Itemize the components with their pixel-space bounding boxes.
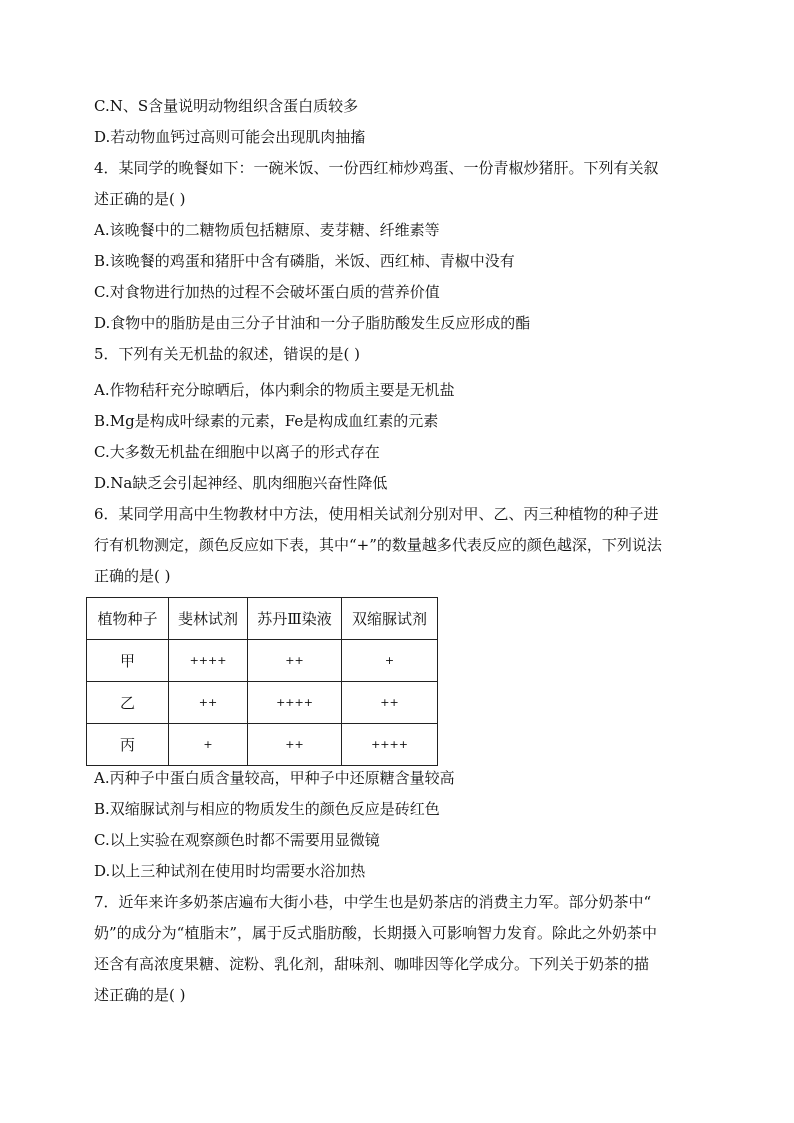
option-5a: A.作物秸秆充分晾晒后，体内剩余的物质主要是无机盐	[94, 381, 455, 399]
option-6c: C.以上实验在观察颜色时都不需要用显微镜	[94, 831, 380, 849]
table-cell: ++	[248, 724, 342, 766]
table-row	[87, 682, 438, 724]
question-6-line-2: 行有机物测定，颜色反应如下表，其中“+”的数量越多代表反应的颜色越深，下列说法	[94, 536, 662, 554]
option-4c: C.对食物进行加热的过程不会破坏蛋白质的营养价值	[94, 283, 440, 301]
table-cell: ++	[342, 682, 438, 724]
question-6-line-3: 正确的是( )	[94, 567, 171, 585]
table-header-cell: 斐林试剂	[169, 598, 248, 640]
option-5b: B.Mg是构成叶绿素的元素，Fe是构成血红素的元素	[94, 412, 439, 430]
table-header-cell: 植物种子	[87, 598, 169, 640]
reagent-table	[86, 597, 438, 766]
question-6-line-1: 6．某同学用高中生物教材中方法，使用相关试剂分别对甲、乙、丙三种植物的种子进	[94, 505, 659, 523]
table-cell: ++++	[342, 724, 438, 766]
table-row	[87, 640, 438, 682]
option-5c: C.大多数无机盐在细胞中以离子的形式存在	[94, 443, 380, 461]
table-cell: 甲	[87, 640, 169, 682]
option-6a: A.丙种子中蛋白质含量较高，甲种子中还原糖含量较高	[94, 769, 455, 787]
table-row	[87, 724, 438, 766]
table-cell: ++++	[169, 640, 248, 682]
table-header-row	[87, 598, 438, 640]
table-cell: ++	[169, 682, 248, 724]
option-4b: B.该晚餐的鸡蛋和猪肝中含有磷脂，米饭、西红柿、青椒中没有	[94, 252, 515, 270]
question-5: 5．下列有关无机盐的叙述，错误的是( )	[94, 345, 361, 363]
option-4a: A.该晚餐中的二糖物质包括糖原、麦芽糖、纤维素等	[94, 221, 440, 239]
table-cell: ++	[248, 640, 342, 682]
option-3d: D.若动物血钙过高则可能会出现肌肉抽搐	[94, 128, 366, 146]
table-cell: +	[169, 724, 248, 766]
question-7-line-3: 还含有高浓度果糖、淀粉、乳化剂，甜味剂、咖啡因等化学成分。下列关于奶茶的描	[94, 955, 650, 973]
question-7-line-2: 奶”的成分为“植脂末”，属于反式脂肪酸，长期摄入可影响智力发育。除此之外奶茶中	[94, 924, 658, 942]
option-5d: D.Na缺乏会引起神经、肌肉细胞兴奋性降低	[94, 474, 388, 492]
option-6d: D.以上三种试剂在使用时均需要水浴加热	[94, 862, 366, 880]
question-7-line-1: 7．近年来许多奶茶店遍布大街小巷，中学生也是奶茶店的消费主力军。部分奶茶中“	[94, 893, 652, 911]
table-cell: 丙	[87, 724, 169, 766]
question-4-line-2: 述正确的是( )	[94, 190, 186, 208]
option-6b: B.双缩脲试剂与相应的物质发生的颜色反应是砖红色	[94, 800, 440, 818]
table-header-cell: 双缩脲试剂	[342, 598, 438, 640]
table-header-cell: 苏丹Ⅲ染液	[248, 598, 342, 640]
table-cell: +	[342, 640, 438, 682]
table-cell: ++++	[248, 682, 342, 724]
question-4-line-1: 4．某同学的晚餐如下：一碗米饭、一份西红柿炒鸡蛋、一份青椒炒猪肝。下列有关叙	[94, 159, 659, 177]
question-7-line-4: 述正确的是( )	[94, 986, 186, 1004]
table-cell: 乙	[87, 682, 169, 724]
option-4d: D.食物中的脂肪是由三分子甘油和一分子脂肪酸发生反应形成的酯	[94, 314, 531, 332]
option-3c: C.N、S含量说明动物组织含蛋白质较多	[94, 97, 359, 115]
